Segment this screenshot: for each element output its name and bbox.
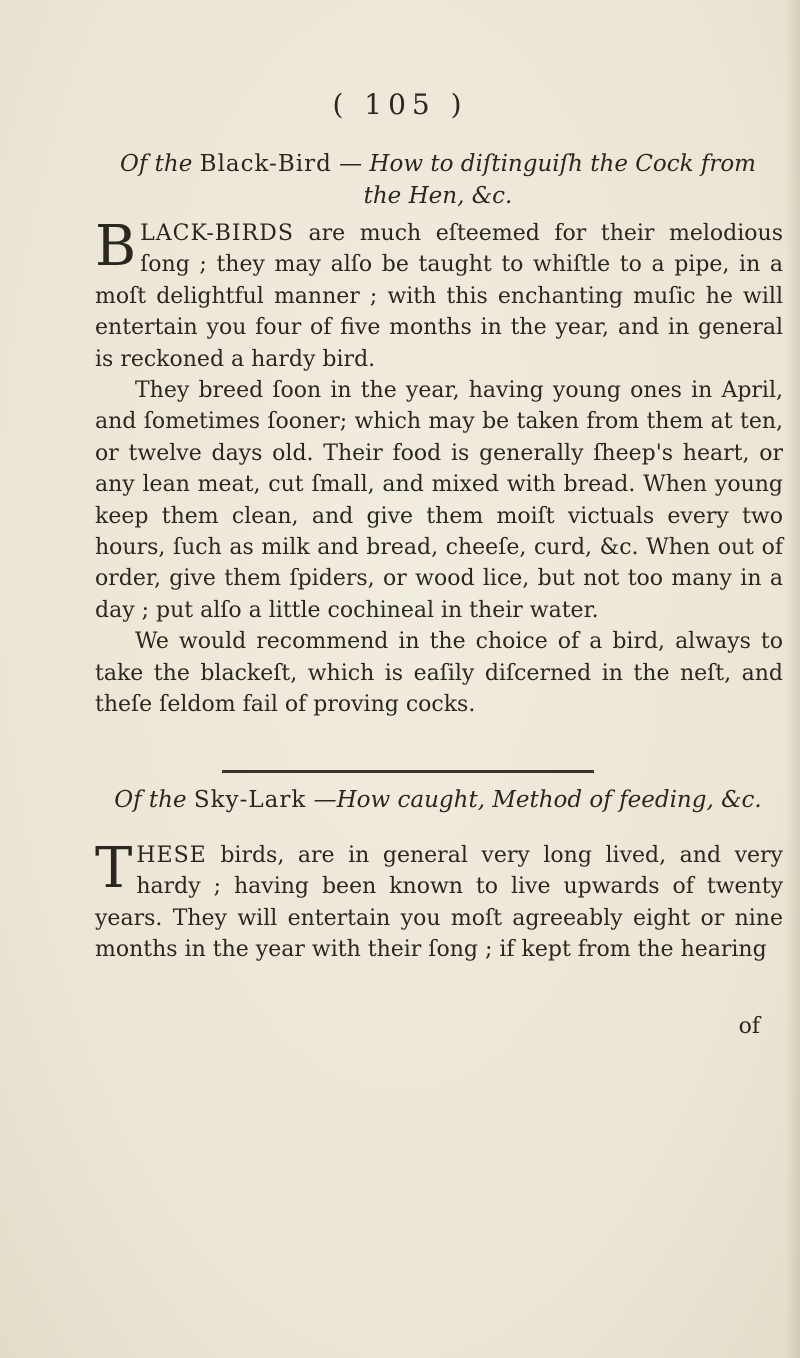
drop-cap: T [95, 836, 133, 901]
paragraph-text: birds, are in general very long lived, and very hardy ; having been known to live upwards of twenty years. They will entertain you moſt agreeably eight or nine months in the year with their ſong ; if kept from the hearing [95, 843, 783, 963]
paragraph-text: are much eſteemed for their melodious ſong ; they may alſo be taught to whiſtle to a pipe, in a moſt delightful manner ; with this enchanting muſic he will entertain you four of five months in the year, and in general is reckoned a hardy bird. [95, 221, 783, 372]
title-subject: Black-Bird [199, 151, 332, 177]
title-prefix: Of the [114, 787, 187, 813]
title-rest: — How to diſtinguiſh the Cock from the Hen, &c. [339, 151, 756, 209]
catchword: of [738, 1014, 760, 1039]
opening-caps: HESE [136, 843, 207, 868]
page-number: ( 105 ) [332, 88, 468, 121]
paragraph [95, 836, 783, 966]
section-title-sky-lark [98, 784, 778, 816]
drop-cap: B [95, 214, 137, 279]
paragraph: We would recommend in the choice of a bird, always to take the blackeſt, which is eaſily diſcerned in the neſt, and theſe ſeldom fail of proving cocks. [95, 629, 783, 718]
page-edge-shadow [786, 0, 800, 1358]
opening-caps: LACK-BIRDS [140, 221, 294, 246]
section-body-sky-lark [95, 836, 783, 966]
paragraph: They breed ſoon in the year, having young ones in April, and ſometimes ſooner; which may be taken from them at ten, or twelve days old. Their food is generally ſheep's heart, or any lean meat, cut ſmall, and mixed with bread. When young keep them clean, and give them moiſt victuals every two hours, ſuch as milk and bread, cheeſe, curd, &c. When out of order, give them ſpiders, or wood lice, but not too many in a day ; put alſo a little cochineal in their water. [95, 378, 783, 623]
title-subject: Sky-Lark [193, 787, 307, 813]
section-divider-rule [222, 770, 594, 773]
section-title-black-bird [98, 148, 778, 212]
paragraph [95, 214, 783, 375]
title-prefix: Of the [120, 151, 193, 177]
title-rest: —How caught, Method of feeding, &c. [313, 787, 762, 813]
section-body-black-bird [95, 214, 783, 721]
